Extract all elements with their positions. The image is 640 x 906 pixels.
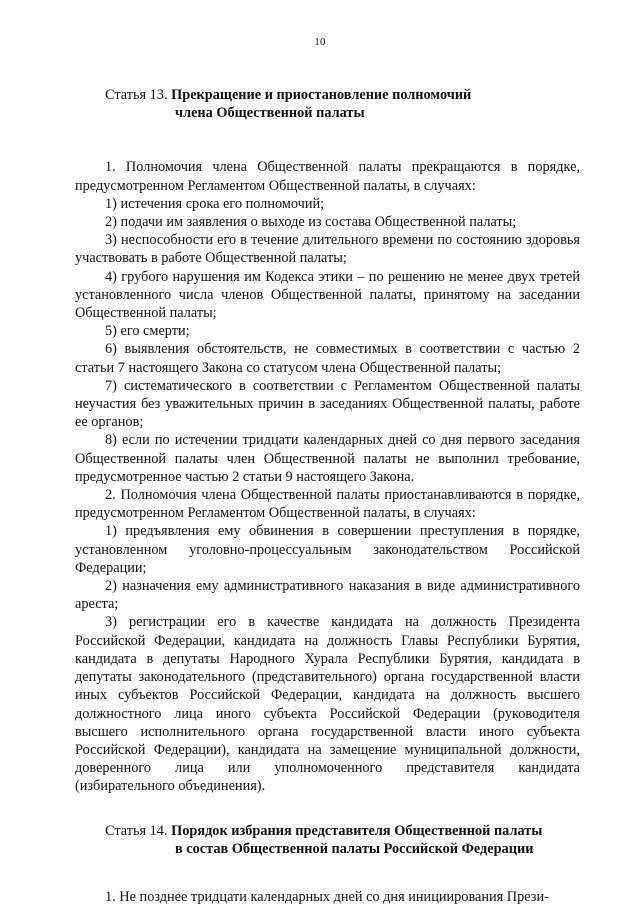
article-13-title-line2: члена Общественной палаты [175, 105, 365, 122]
article-13-paragraph: 2) назначения ему административного наказания в виде административного ареста; [75, 578, 580, 613]
article-14-heading [75, 822, 580, 858]
document-body [75, 86, 580, 906]
article-13-label: Статья 13. [105, 87, 168, 103]
article-14-title-line1: Порядок избрания представителя Общественной палаты [171, 822, 543, 839]
article-13-paragraph: 1) предъявления ему обвинения в совершении преступления в порядке, установленном уголовно-процессуальным законодательством Российской Федерации; [75, 523, 580, 576]
article-13-paragraph: 5) его смерти; [105, 323, 190, 340]
article-13-title-line1: Прекращение и приостановление полномочий [171, 87, 472, 103]
article-13-paragraph: 2) подачи им заявления о выходе из состава Общественной палаты; [105, 214, 517, 231]
article-14-label: Статья 14. [105, 822, 168, 839]
article-13-paragraph: 6) выявления обстоятельств, не совместимых в соответствии с частью 2 статьи 7 настоящего Закона со статусом члена Общественной палаты; [75, 341, 580, 376]
spacer [75, 122, 580, 158]
article-14-heading-line1 [105, 822, 580, 840]
article-14-paragraph: 1. Не позднее тридцати календарных дней со дня инициирования Прези- [105, 888, 549, 905]
article-13-heading-line1 [105, 86, 580, 104]
article-13-paragraph: 4) грубого нарушения им Кодекса этики – по решению не менее двух третей установленного числа членов Общественной палаты, принятому на заседании Общественной палаты; [75, 268, 580, 322]
article-13-paragraph: 1) истечения срока его полномочий; [105, 195, 325, 212]
article-14-title-line2: в состав Общественной палаты Российской Федерации [175, 840, 534, 857]
article-13-paragraph: 3) регистрации его в качестве кандидата на должность Президента Российской Федерации, кандидата на должность Главы Республики Бурятия, кандидата в депутаты Народного Хурала Республики Бурятия, кандидата в депутаты законодательного (представительного) органа государственной власти иных субъектов Российской Федерации, кандидата на должность высшего должностного лица иного субъекта Российской Федерации (руководителя высшего исполнительного органа государственной власти иного субъекта Российской Федерации), кандидата на замещение муниципальной должности, доверенного лица или уполномоченного представителя кандидата (избирательного объединения). [75, 614, 580, 795]
article-13-paragraph: 7) систематического в соответствии с Регламентом Общественной палаты неучастия без уважительных причин в заседаниях Общественной палаты, работе ее органов; [75, 377, 580, 431]
article-13-heading [75, 86, 580, 122]
article-13-paragraph: 2. Полномочия члена Общественной палаты приостанавливаются в порядке, предусмотренном Регламентом Общественной палаты, в случаях: [75, 487, 580, 522]
spacer [75, 858, 580, 888]
spacer [75, 796, 580, 822]
page-number: 10 [314, 36, 326, 48]
article-13-paragraph: 3) неспособности его в течение длительного времени по состоянию здоровья участвовать в работе Общественной палаты; [75, 232, 580, 267]
article-13-paragraph: 1. Полномочия члена Общественной палаты прекращаются в порядке, предусмотренном Регламентом Общественной палаты, в случаях: [75, 159, 580, 194]
article-13-paragraph: 8) если по истечении тридцати календарных дней со дня первого заседания Общественной палаты член Общественной палаты не выполнил требование, предусмотренное частью 2 статьи 9 настоящего Закона. [75, 432, 580, 485]
